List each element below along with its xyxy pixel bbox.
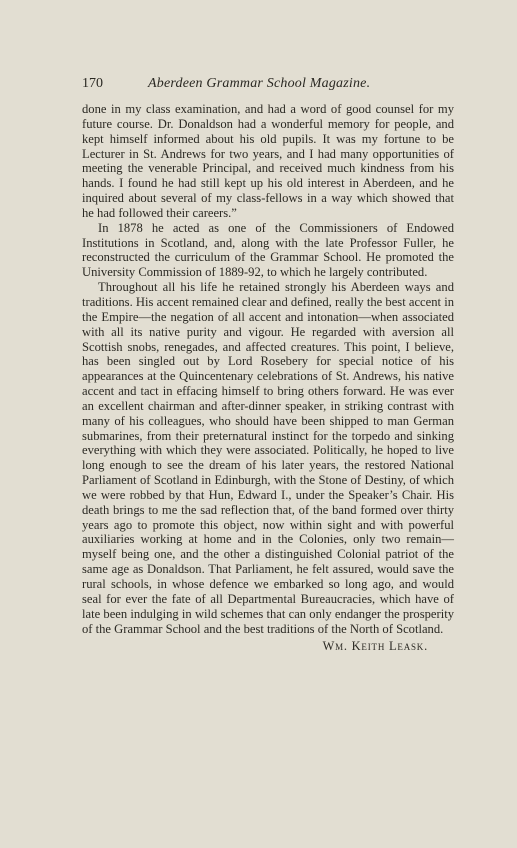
author-signature: Wm. Keith Leask.: [322, 639, 428, 654]
paragraph: Throughout all his life he retained strongly his Aberdeen ways and traditions. His accent remained clear and defined, really the best accent in the Empire—the negation of all accent and intonation—when associated with all its native purity and vigour. He regarded with aversion all Scottish snobs, renegades, and affected creatures. This point, I believe, has been singled out by Lord Rosebery for special notice of his appearances at the Quincentenary celebrations of St. Andrews, his native accent and tact in effacing himself to bring others forward. He was ever an excellent chairman and after-dinner speaker, in striking contrast with many of his colleagues, who should have been shipped to man German submarines, from their preternatural instinct for the torpedo and sinking everything with which they were associated. Politically, he hoped to live long enough to see the dream of his later years, the restored National Parliament of Scotland in Edinburgh, with the Stone of Destiny, of which we were robbed by that Hun, Edward I., under the Speaker’s Chair. His death brings to me the sad reflection that, of the band formed over thirty years ago to promote this object, now within sight and with powerful auxiliaries working at home and in the Colonies, only two remain—myself being one, and the other a distinguished Colonial patriot of the same age as Donaldson. That Parliament, he felt assured, would save the rural schools, in whose defence we embarked so long ago, and would seal for ever the fate of all Departmental Bureaucracies, which have of late been indulging in wild schemes that can only endanger the prosperity of the Grammar School and the best traditions of the North of Scotland.: [82, 280, 454, 636]
running-title: Aberdeen Grammar School Magazine.: [148, 76, 371, 91]
article-body: [82, 102, 454, 654]
running-header: [82, 76, 442, 92]
paragraph: In 1878 he acted as one of the Commissioners of Endowed Institutions in Scotland, and, along with the late Professor Fuller, he reconstructed the curriculum of the Grammar School. He promoted the University Commission of 1889-92, to which he largely contributed.: [82, 220, 454, 280]
paragraph-continued: done in my class examination, and had a word of good counsel for my future course. Dr. Donaldson had a wonderful memory for people, and kept himself informed about his old pupils. It was my fortune to be Lecturer in St. Andrews for two years, and I had many opportunities of meeting the venerable Principal, and received much kindness from his hands. I found he had still kept up his old interest in Aberdeen, and he inquired about several of my class-fellows in a way which showed that he had followed their careers.”: [82, 102, 454, 220]
page-number: 170: [82, 76, 103, 91]
